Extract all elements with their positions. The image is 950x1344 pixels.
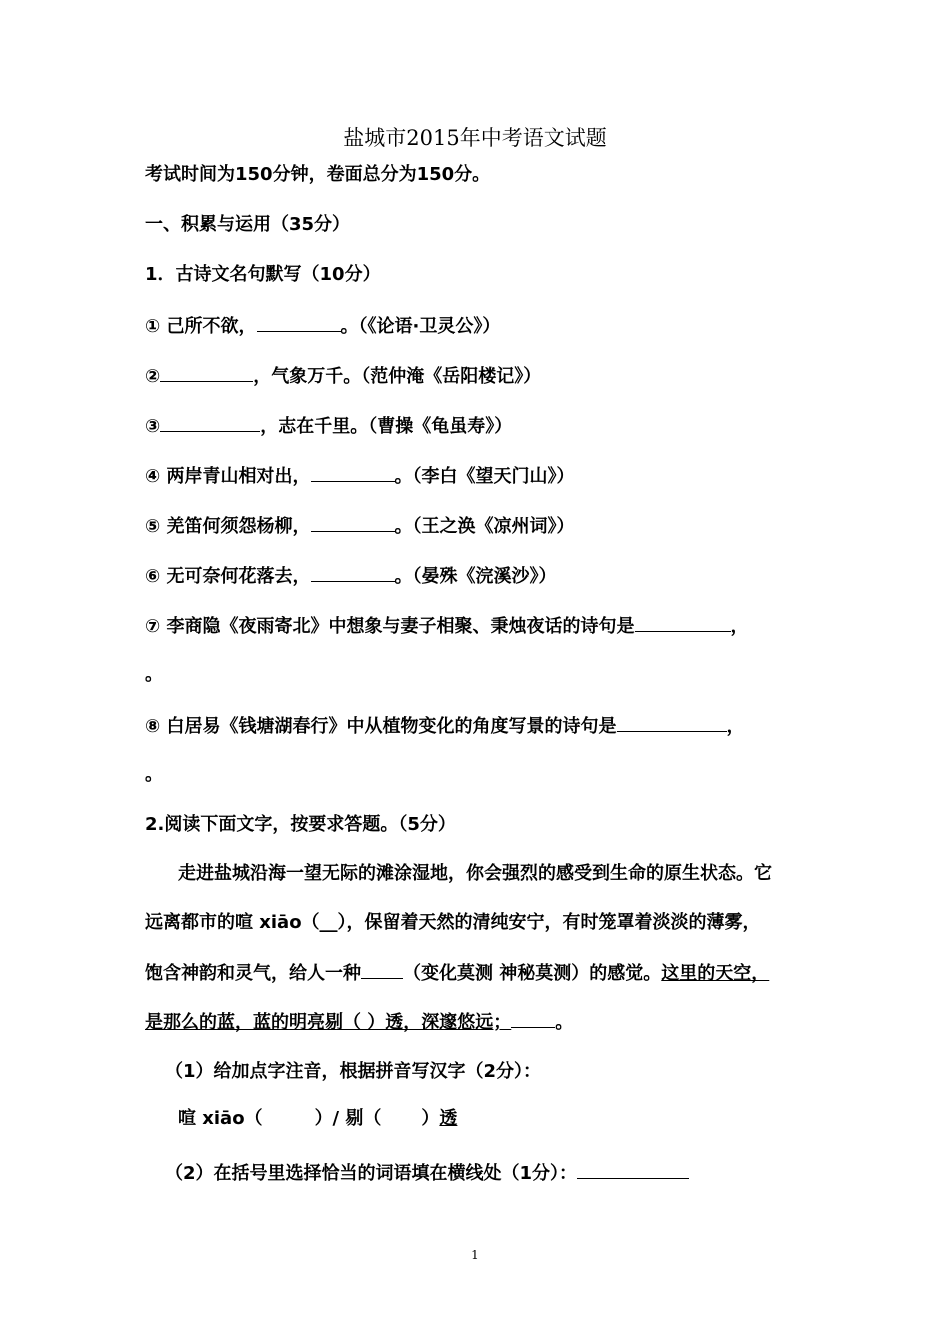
- poem-item-2: [145, 363, 541, 389]
- answer-blank[interactable]: [577, 1160, 689, 1179]
- poem-item-1: [145, 313, 500, 339]
- item-text: 。（《论语·卫灵公》）: [340, 316, 501, 337]
- item-text: 。（李白《望天门山》）: [394, 466, 575, 487]
- poem-item-8-cont: 。: [145, 764, 163, 785]
- answer-blank[interactable]: [311, 513, 395, 532]
- item-text: ⑦ 李商隐《夜雨寄北》中想象与妻子相聚、秉烛夜话的诗句是: [145, 616, 635, 637]
- dotted-char: 透: [439, 1108, 458, 1129]
- answer-blank[interactable]: [311, 563, 395, 582]
- answer-blank[interactable]: [361, 960, 403, 979]
- passage-line-2: 远离都市的喧 xiāo（__），保留着天然的清纯安宁，有时笼罩着淡淡的薄雾，: [145, 912, 761, 933]
- question-2-heading: 2.阅读下面文字，按要求答题。（5分）: [145, 814, 456, 835]
- answer-label: ）: [421, 1108, 440, 1129]
- item-text: ，志在千里。（曹操《龟虽寿》）: [260, 416, 513, 437]
- answer-blank[interactable]: [617, 713, 727, 732]
- answer-label: 喧 xiāo（: [178, 1108, 263, 1129]
- document-title: 盐城市2015年中考语文试题: [343, 126, 607, 150]
- poem-item-3: [145, 413, 512, 439]
- answer-blank[interactable]: [160, 413, 260, 432]
- underlined-sentence: 是那么的蓝，蓝的明亮剔（ ）透，深邃悠远；: [145, 1012, 512, 1033]
- poem-item-7-cont: 。: [145, 664, 163, 685]
- answer-blank[interactable]: [311, 463, 395, 482]
- page-number: 1: [471, 1248, 479, 1262]
- subquestion-1-answer: [178, 1107, 457, 1131]
- answer-blank[interactable]: [257, 313, 341, 332]
- item-text: ③: [145, 416, 161, 437]
- passage-text: （变化莫测 神秘莫测）的感觉。: [403, 963, 662, 984]
- item-text: 。（王之涣《凉州词》）: [394, 516, 575, 537]
- poem-item-6: [145, 563, 557, 589]
- passage-line-3: [145, 960, 769, 986]
- subquestion-1-heading: （1）给加点字注音，根据拼音写汉字（2分）：: [165, 1061, 542, 1082]
- item-text: ⑧ 白居易《钱塘湖春行》中从植物变化的角度写景的诗句是: [145, 716, 617, 737]
- answer-blank[interactable]: [511, 1009, 555, 1028]
- poem-item-4: [145, 463, 575, 489]
- item-text: ① 己所不欲，: [145, 316, 257, 337]
- answer-label: ）/ 剔（: [314, 1108, 382, 1129]
- poem-item-5: [145, 513, 575, 539]
- underlined-sentence: 这里的天空，: [661, 963, 770, 984]
- passage-text: 饱含神韵和灵气，给人一种: [145, 963, 361, 984]
- section-heading: 一、积累与运用（35分）: [145, 214, 351, 235]
- item-text: ，: [730, 616, 749, 637]
- passage-line-1: 走进盐城沿海一望无际的滩涂湿地，你会强烈的感受到生命的原生状态。它: [178, 863, 772, 884]
- exam-info: 考试时间为150分钟，卷面总分为150分。: [145, 164, 491, 185]
- item-text: ，气象万千。（范仲淹《岳阳楼记》）: [253, 366, 542, 387]
- item-text: 。（晏殊《浣溪沙》）: [394, 566, 557, 587]
- passage-line-4: [145, 1009, 573, 1035]
- poem-item-7: [145, 613, 749, 639]
- item-text: ⑥ 无可奈何花落去，: [145, 566, 311, 587]
- question-1-heading: 1．古诗文名句默写（10分）: [145, 264, 381, 285]
- subquestion-text: （2）在括号里选择恰当的词语填在横线处（1分）：: [165, 1163, 578, 1184]
- passage-text: 。: [555, 1012, 574, 1033]
- item-text: ④ 两岸青山相对出，: [145, 466, 311, 487]
- item-text: ②: [145, 366, 161, 387]
- answer-blank[interactable]: [635, 613, 731, 632]
- poem-item-8: [145, 713, 745, 739]
- item-text: ，: [726, 716, 745, 737]
- item-text: ⑤ 羌笛何须怨杨柳，: [145, 516, 311, 537]
- answer-blank[interactable]: [160, 363, 253, 382]
- subquestion-2-heading: [165, 1160, 689, 1186]
